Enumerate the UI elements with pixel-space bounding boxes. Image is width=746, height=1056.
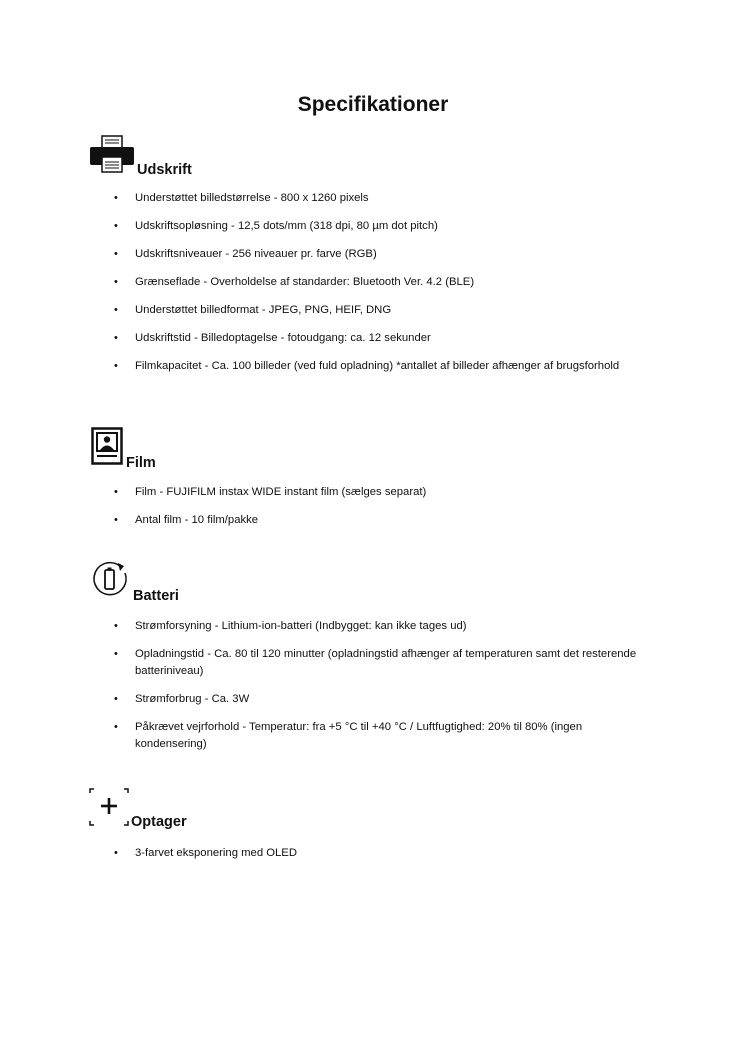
section-optager (0, 784, 746, 873)
section-title: Udskrift (137, 162, 192, 178)
list-item: • Opladningstid - Ca. 80 til 120 minutter (opladningstid afhænger af temperaturen samt det resterende batteriniveau) (0, 646, 746, 680)
battery-charge-icon (89, 559, 131, 606)
list-item: • Antal film - 10 film/pakke (0, 512, 746, 529)
photo-film-icon (91, 427, 123, 470)
spec-list (0, 484, 746, 529)
list-item: • Udskriftsopløsning - 12,5 dots/mm (318 dpi, 80 µm dot pitch) (0, 218, 746, 235)
list-item: • Strømforbrug - Ca. 3W (0, 691, 746, 708)
list-item: • Filmkapacitet - Ca. 100 billeder (ved fuld opladning) *antallet af billeder afhænger af brugsforhold (0, 358, 746, 375)
exposure-crosshair-icon (89, 786, 131, 833)
section-film (0, 427, 746, 540)
list-item: • Film - FUJIFILM instax WIDE instant film (sælges separat) (0, 484, 746, 501)
section-title: Batteri (133, 588, 179, 604)
spec-list (0, 845, 746, 862)
printer-icon (89, 133, 135, 180)
list-item: • 3-farvet eksponering med OLED (0, 845, 746, 862)
section-batteri (0, 559, 746, 764)
list-item: • Udskriftstid - Billedoptagelse - fotoudgang: ca. 12 sekunder (0, 330, 746, 347)
list-item: • Understøttet billedformat - JPEG, PNG, HEIF, DNG (0, 302, 746, 319)
section-udskrift (0, 133, 746, 386)
section-title: Film (126, 455, 156, 471)
list-item: • Grænseflade - Overholdelse af standarder: Bluetooth Ver. 4.2 (BLE) (0, 274, 746, 291)
spec-list (0, 618, 746, 753)
spec-list (0, 190, 746, 375)
page-title: Specifikationer (297, 93, 449, 116)
list-item: • Strømforsyning - Lithium-ion-batteri (Indbygget: kan ikke tages ud) (0, 618, 746, 635)
list-item: • Udskriftsniveauer - 256 niveauer pr. farve (RGB) (0, 246, 746, 263)
list-item: • Påkrævet vejrforhold - Temperatur: fra +5 °C til +40 °C / Luftfugtighed: 20% til 80% (ingen kondensering) (0, 719, 746, 753)
section-title: Optager (131, 814, 187, 830)
list-item: • Understøttet billedstørrelse - 800 x 1260 pixels (0, 190, 746, 207)
